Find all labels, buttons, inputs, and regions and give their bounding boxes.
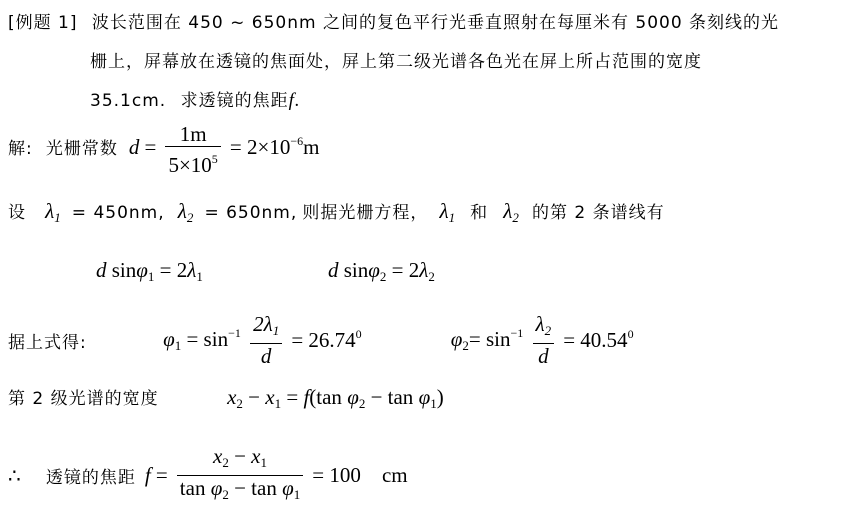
x-1-sub: 1 xyxy=(274,396,282,411)
lambda-symbol: λ xyxy=(177,199,187,223)
phi-1-fraction xyxy=(250,312,282,368)
focal-fraction xyxy=(177,444,303,507)
phi-1-sub: 1 xyxy=(430,396,437,411)
problem-value: 35.1cm. xyxy=(90,91,167,111)
phi-1: φ xyxy=(163,327,175,351)
equals-sign: = xyxy=(286,385,299,409)
den-phi-1-sub: 1 xyxy=(293,487,301,502)
setup-rule: 则据光栅方程， xyxy=(302,203,429,223)
phi-1-degree: 0 xyxy=(355,327,362,341)
phi-1-expression xyxy=(163,327,246,351)
den-tan-1: tan xyxy=(251,476,277,500)
angles-prefix: 据上式得: xyxy=(8,332,87,353)
f-var: f xyxy=(303,385,310,409)
phi-2-value xyxy=(563,328,633,352)
grating-result xyxy=(230,135,320,159)
den-tan-2: tan xyxy=(179,476,206,500)
x-2: x xyxy=(227,385,237,409)
den-minus: − xyxy=(234,476,246,500)
focal-numerator xyxy=(177,444,303,476)
eq2-sin: sin xyxy=(343,258,369,282)
grating-equation-2: d $\sin\varphi_2 = 2\lambda_2$ xyxy=(328,258,435,284)
eq2-lambda-sub: 2 xyxy=(428,269,435,284)
solution-prefix: 解: xyxy=(8,139,33,159)
lambda-sub-1: 1 xyxy=(448,210,456,225)
phi-2-value-text: = 40.54 xyxy=(563,328,628,352)
result-base: = 2×10 xyxy=(229,135,291,159)
grating-fraction xyxy=(165,122,220,177)
phi-1-value-text: = 26.74 xyxy=(291,328,356,352)
therefore-symbol: ∴ xyxy=(8,463,21,488)
lambda-1-ref xyxy=(439,199,455,223)
num-x-2: x xyxy=(213,444,223,468)
setup-line xyxy=(8,198,665,226)
phi-2-denominator: d xyxy=(538,344,549,368)
result-unit: m xyxy=(303,135,320,159)
x-2-sub: 2 xyxy=(236,396,243,411)
lambda-2-value: = 650nm, xyxy=(204,203,298,223)
eq2-d: d xyxy=(328,258,339,282)
problem-text-1: 波长范围在 450 ~ 650nm 之间的复色平行光垂直照射在每厘米有 5000 条刻线的光 xyxy=(91,13,780,33)
problem-label: [例题 1] xyxy=(8,13,78,33)
phi-2-sub: 2 xyxy=(462,338,469,353)
phi-2-numerator xyxy=(533,312,555,344)
var-d: d xyxy=(128,135,140,159)
minus-sign: − xyxy=(370,385,383,409)
phi-2-degree: 0 xyxy=(627,327,634,341)
grating-constant-line xyxy=(8,122,319,177)
problem-line-1 xyxy=(8,8,779,33)
problem-line-2 xyxy=(90,47,702,72)
fraction-denominator xyxy=(165,147,220,177)
angles-line xyxy=(8,312,634,368)
arcsin-2: = sin xyxy=(468,327,511,351)
phi-2: φ xyxy=(450,327,463,351)
phi-2-expression xyxy=(451,327,529,351)
lambda-symbol: λ xyxy=(503,199,513,223)
phi-1-numerator xyxy=(250,312,282,344)
lambda-sub-2: 2 xyxy=(186,210,194,225)
phi-1-num-text: 2λ xyxy=(253,312,273,336)
lambda-symbol: λ xyxy=(45,199,55,223)
focal-unit: cm xyxy=(381,463,408,487)
phi-1-value xyxy=(291,328,361,352)
lambda-2-ref xyxy=(503,199,519,223)
eq1-sin: sin xyxy=(111,258,137,282)
eq1-lambda-sub: 1 xyxy=(196,269,203,284)
x-1: x xyxy=(265,385,275,409)
minus-sign: − xyxy=(248,385,261,409)
num-x-2-sub: 2 xyxy=(222,455,229,470)
lambda-sub-1: 1 xyxy=(54,210,61,225)
num-x-1: x xyxy=(251,444,261,468)
den-phi-2: φ xyxy=(210,476,223,500)
result-exponent: −6 xyxy=(290,134,304,148)
arcsin-1: = sin xyxy=(186,327,229,351)
focal-equals: = xyxy=(155,463,168,487)
num-minus: − xyxy=(234,444,246,468)
eq1-phi-sub: 1 xyxy=(147,269,155,284)
phi-2: φ xyxy=(347,385,359,409)
lambda-1-value: = 450nm, xyxy=(71,203,165,223)
problem-line-3 xyxy=(90,86,301,112)
focal-result: = 100 xyxy=(312,463,361,487)
den-base: 5×10 xyxy=(168,153,212,177)
focal-label: 透镜的焦距 xyxy=(45,468,136,488)
setup-prefix: 设 xyxy=(8,203,26,223)
arcsin-1-inv: −1 xyxy=(228,326,241,340)
den-exponent: 5 xyxy=(211,152,218,166)
phi-1-denominator: d xyxy=(260,344,272,368)
phi-1: φ xyxy=(418,385,431,409)
phi-1-num-sub: 1 xyxy=(272,323,280,338)
problem-var-f: f. xyxy=(288,90,301,111)
den-phi-2-sub: 2 xyxy=(222,487,229,502)
problem-text-2: 栅上，屏幕放在透镜的焦面处，屏上第二级光谱各色光在屏上所占范围的宽度 xyxy=(90,52,702,72)
tan-2: tan xyxy=(316,385,342,409)
phi-2-fraction xyxy=(533,312,555,368)
phi-2-sub: 2 xyxy=(358,396,366,411)
phi-2-num-sub: 2 xyxy=(544,323,552,338)
grating-label: 光栅常数 xyxy=(45,139,118,159)
width-line xyxy=(8,384,444,412)
den-phi-1: φ xyxy=(282,476,294,500)
focal-f: f xyxy=(144,463,151,487)
eq2-phi-sub: 2 xyxy=(379,269,387,284)
eq2-phi: φ xyxy=(368,258,380,282)
eq1-phi: φ xyxy=(136,258,148,282)
equals-sign: = xyxy=(144,135,157,159)
focal-line xyxy=(8,444,408,507)
width-label: 第 2 级光谱的宽度 xyxy=(8,389,159,409)
lambda-sub-2: 2 xyxy=(512,210,519,225)
arcsin-2-inv: −1 xyxy=(510,326,524,340)
problem-text-3: 求透镜的焦距 xyxy=(180,91,289,111)
grating-equation-1: d $\sin\varphi_1 = 2\lambda_1$ xyxy=(96,258,203,284)
lambda-symbol: λ xyxy=(439,199,449,223)
eq1-rhs: = 2 xyxy=(159,258,188,282)
phi-2-num-text: λ xyxy=(535,312,545,336)
setup-tail: 的第 2 条谱线有 xyxy=(531,203,665,223)
setup-and: 和 xyxy=(470,203,489,223)
lambda-1 xyxy=(45,199,61,223)
phi-1-sub: 1 xyxy=(174,338,182,353)
eq2-rhs: = 2 xyxy=(391,258,420,282)
num-x-1-sub: 1 xyxy=(260,455,267,470)
tan-1: tan xyxy=(387,385,414,409)
fraction-numerator: 1m xyxy=(165,122,220,147)
width-equation: $x_2 - x_1 = f(\tan$ $\varphi_2 - \tan \varphi_1$) xyxy=(227,385,444,411)
lambda-2 xyxy=(178,199,194,223)
focal-denominator xyxy=(177,476,303,507)
eq1-d: d xyxy=(96,258,107,282)
